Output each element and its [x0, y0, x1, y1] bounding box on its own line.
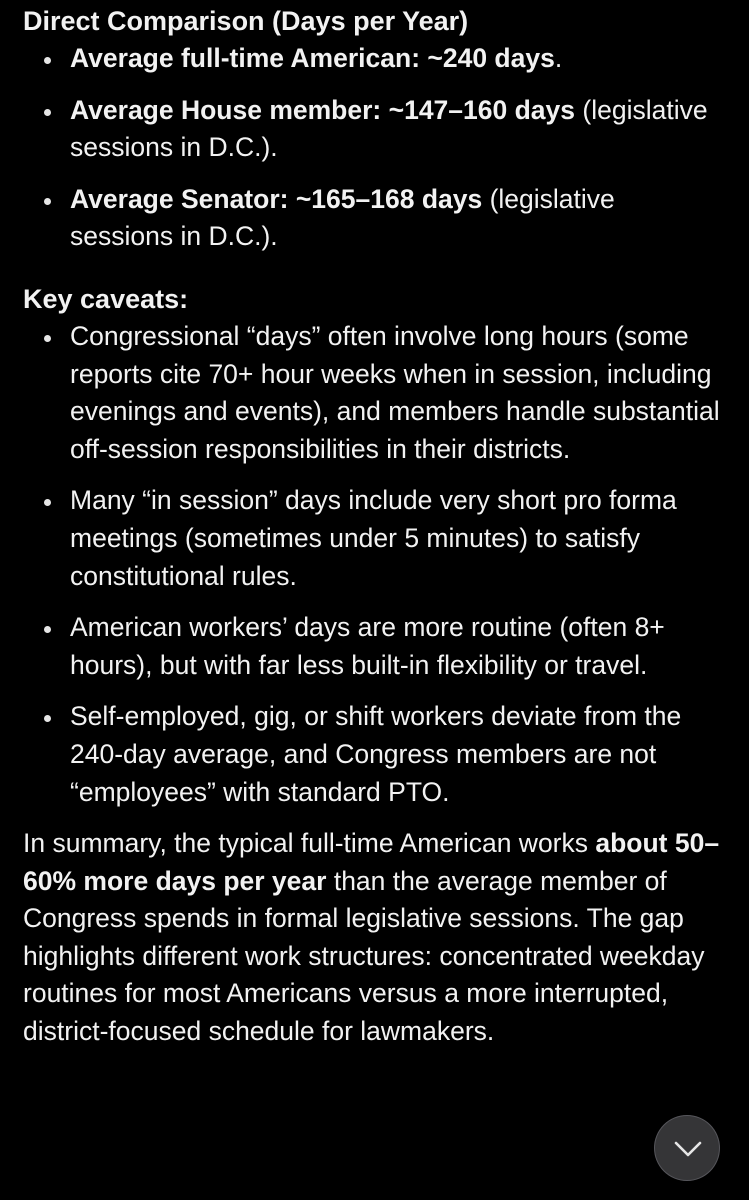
item-value: : ~147–160 days [372, 94, 576, 125]
item-term: Average House member [70, 94, 373, 125]
item-value: : ~165–168 days [279, 183, 483, 214]
list-item [23, 92, 723, 167]
summary-paragraph [23, 825, 723, 1051]
comparison-list [23, 40, 723, 256]
item-text: American workers’ days are more routine (often 8+ hours), but with far less built-in flexibility or travel. [70, 612, 665, 680]
bullet-icon [44, 109, 51, 116]
bullet-icon [44, 57, 51, 64]
response-content [23, 0, 723, 1077]
item-note: (legislative sessions in D.C.). [70, 94, 708, 163]
list-item [23, 609, 723, 684]
list-item [23, 698, 723, 811]
item-note: (legislative sessions in D.C.). [70, 183, 615, 252]
item-text: Self-employed, gig, or shift workers deviate from the 240-day average, and Congress members are not “employees” with standard PTO. [70, 701, 682, 807]
list-item [23, 482, 723, 595]
item-text: Many “in session” days include very short pro forma meetings (sometimes under 5 minutes) to satisfy constitutional rules. [70, 485, 677, 591]
item-value: : ~240 days [411, 43, 555, 73]
item-text: Congressional “days” often involve long hours (some reports cite 70+ hour weeks when in session, including evenings and events), and members handle substantial off-session responsibilities in their districts. [70, 320, 720, 464]
bullet-icon [44, 626, 51, 633]
item-note: . [554, 43, 563, 73]
scroll-to-bottom-button[interactable] [654, 1115, 720, 1181]
bullet-icon [44, 198, 51, 205]
section-heading-caveats: Key caveats: [23, 283, 189, 314]
bullet-icon [44, 499, 51, 506]
bullet-icon [44, 715, 51, 722]
summary-highlight: about 50–60% more days per year [23, 828, 720, 896]
item-term: Average full-time American [70, 43, 412, 73]
bullet-icon [44, 335, 51, 342]
list-item [23, 181, 723, 256]
caveats-list [23, 318, 723, 811]
chevron-down-icon [672, 1137, 704, 1161]
summary-rest: than the average member of Congress spends in formal legislative sessions. The gap highlights different work structures: concentrated weekday routines for most Americans versus a more interrupted, district-focused schedule for lawmakers. [23, 865, 705, 1047]
item-term: Average Senator [70, 183, 280, 214]
list-item [23, 40, 723, 78]
list-item [23, 318, 723, 468]
summary-lead: In summary, the typical full-time American works [23, 828, 596, 859]
section-heading-comparison: Direct Comparison (Days per Year) [23, 6, 469, 36]
